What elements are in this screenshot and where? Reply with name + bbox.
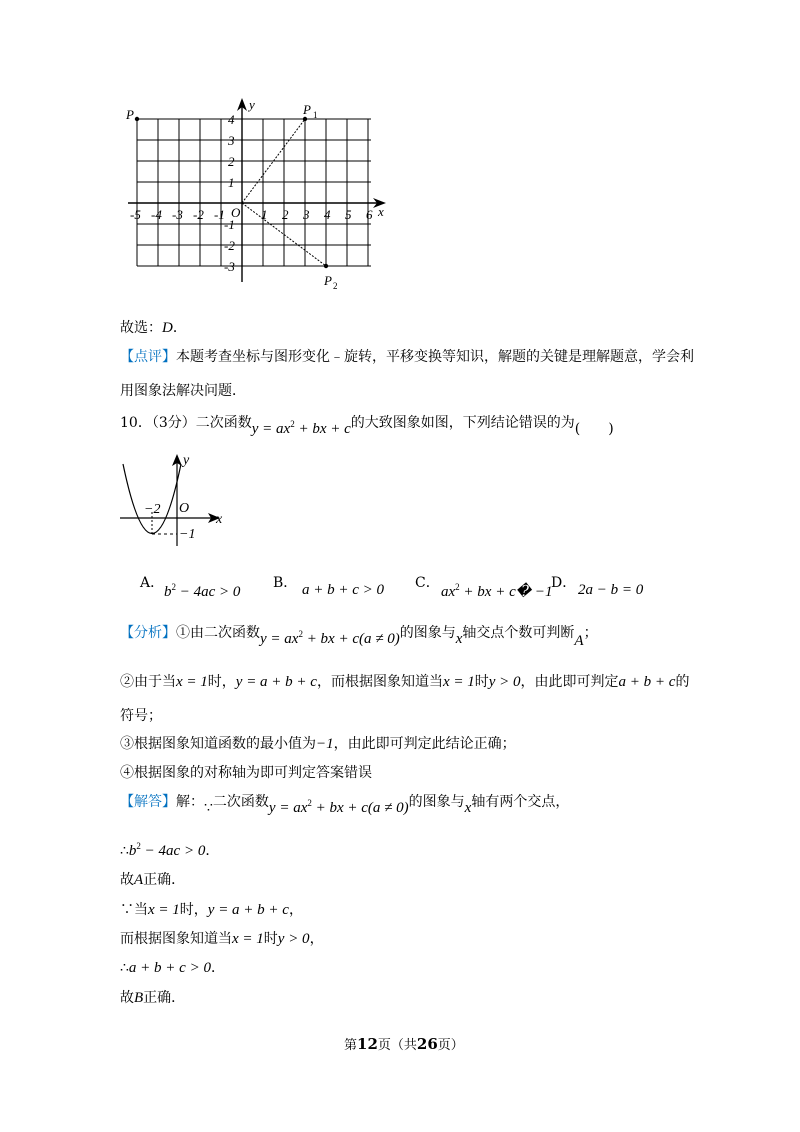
page-number: 12 <box>357 1035 378 1053</box>
option-a <box>140 572 164 592</box>
analysis-line-2b: 符号； <box>120 708 162 724</box>
solution-line-5: 而根据图象知道当x = 1时y > 0， <box>120 931 324 947</box>
point-p2-subscript: 2 <box>333 281 338 291</box>
figure-parabola <box>112 448 242 548</box>
parabola-curve <box>123 464 181 534</box>
option-b <box>273 572 297 592</box>
question-number: 10． <box>120 415 152 431</box>
x-tick-label: 5 <box>345 207 352 222</box>
answer-choice: D <box>162 320 173 336</box>
answer-line <box>120 317 187 337</box>
answer-suffix: ． <box>172 320 187 336</box>
question-10-line <box>120 412 614 437</box>
solution-line-6: ∴a + b + c > 0． <box>120 960 225 976</box>
point-p1-dot <box>303 117 307 121</box>
solution-line-2: $\therefore b^2 - 4ac > 0$． <box>120 841 220 859</box>
x-tick-label: 3 <box>303 207 310 222</box>
option-c-label: C． <box>415 575 440 591</box>
y-tick-label: -2 <box>224 238 235 253</box>
analysis-line-4: ④根据图象的对称轴为即可判定答案错误 <box>120 765 372 781</box>
y-tick-label: -3 <box>224 259 235 274</box>
comment-text-2: 用图象法解决问题． <box>120 383 246 399</box>
page-total: 26 <box>416 1035 438 1053</box>
option-a-expr: $b^2 - 4ac > 0$ <box>164 582 241 600</box>
y-axis-label: y <box>249 97 255 112</box>
question-text: 的大致图象如图，下列结论错误的为 <box>350 415 575 431</box>
option-d-expr: 2a − b = 0 <box>578 582 644 598</box>
solution-line-3: 故A正确． <box>120 872 186 888</box>
point-p-label: P <box>126 107 134 122</box>
point-p2-dot <box>324 264 328 268</box>
x-tick-label: 4 <box>324 207 331 222</box>
point-p1-label: P <box>303 102 311 117</box>
analysis-tag: 【分析】 <box>120 625 176 641</box>
x-axis-label: x <box>378 204 384 219</box>
neg-1-label: −1 <box>179 527 196 542</box>
solution-tag: 【解答】 <box>120 794 176 810</box>
option-d <box>551 572 576 592</box>
question-score: （3分）二次函数 <box>151 415 252 431</box>
comment-text: 本题考查坐标与图形变化﹣旋转，平移变换等知识，解题的关键是理解题意，学会利 <box>176 349 694 365</box>
y-tick-label: 3 <box>228 133 235 148</box>
x-axis-label: x <box>216 512 223 527</box>
x-tick-label: -5 <box>130 207 141 222</box>
point-p1-subscript: 1 <box>313 110 318 120</box>
option-b-expr: a + b + c > 0 <box>302 582 385 598</box>
comment-tag: 【点评】 <box>120 349 176 365</box>
point-p-dot <box>135 117 139 121</box>
origin-label: O <box>179 501 190 516</box>
question-function: $y = ax^2$ + bx + c <box>251 419 351 437</box>
grid-lines <box>137 119 371 266</box>
analysis-line-1: 【分析】①由二次函数$y = ax^2$ + bx + c(a ≠ 0)的图象与x轴交点个数可判断A； <box>120 625 598 649</box>
y-tick-label: -1 <box>224 217 235 232</box>
y-tick-label: 1 <box>228 175 235 190</box>
option-a-label: A． <box>140 575 165 591</box>
figure-coordinate-grid <box>120 92 390 292</box>
analysis-line-2: ②由于当x = 1时，y = a + b + c，而根据图象知道当x = 1时y > 0，由此即可判定a + b + c的 <box>120 674 690 690</box>
x-tick-label: -4 <box>151 207 162 222</box>
question-paren: ( ) <box>574 421 614 437</box>
solution-line-4: ∵当x = 1时，y = a + b + c， <box>120 902 303 918</box>
neg-2-label: −2 <box>144 502 161 517</box>
comment-line-2 <box>120 380 246 400</box>
x-tick-label: -3 <box>172 207 183 222</box>
x-tick-label: -2 <box>193 207 204 222</box>
page-footer: 第12页（共26页） <box>344 1035 464 1053</box>
option-c <box>415 572 440 592</box>
x-tick-label: 6 <box>366 207 373 222</box>
option-b-label: B． <box>273 575 298 591</box>
x-tick-label: 1 <box>261 207 268 222</box>
solution-line-1: 【解答】解：∵二次函数$y = ax^2$ + bx + c(a ≠ 0)的图象与x轴有两个交点， <box>120 794 570 816</box>
y-tick-label: 4 <box>228 112 235 127</box>
comment-line-1 <box>120 346 694 366</box>
option-c-expr: $ax^2$ + bx + c� −1 <box>441 582 553 600</box>
answer-prefix: 故选： <box>120 320 162 336</box>
option-d-label: D． <box>551 575 577 591</box>
point-p2-label: P <box>324 273 332 288</box>
y-tick-label: 2 <box>228 154 235 169</box>
analysis-line-3: ③根据图象知道函数的最小值为−1，由此即可判定此结论正确； <box>120 736 516 752</box>
x-tick-label: -1 <box>214 207 225 222</box>
y-axis-label: y <box>183 453 190 468</box>
solution-line-7: 故B正确． <box>120 990 186 1006</box>
origin-label: O <box>231 205 241 220</box>
x-tick-label: 2 <box>282 207 289 222</box>
